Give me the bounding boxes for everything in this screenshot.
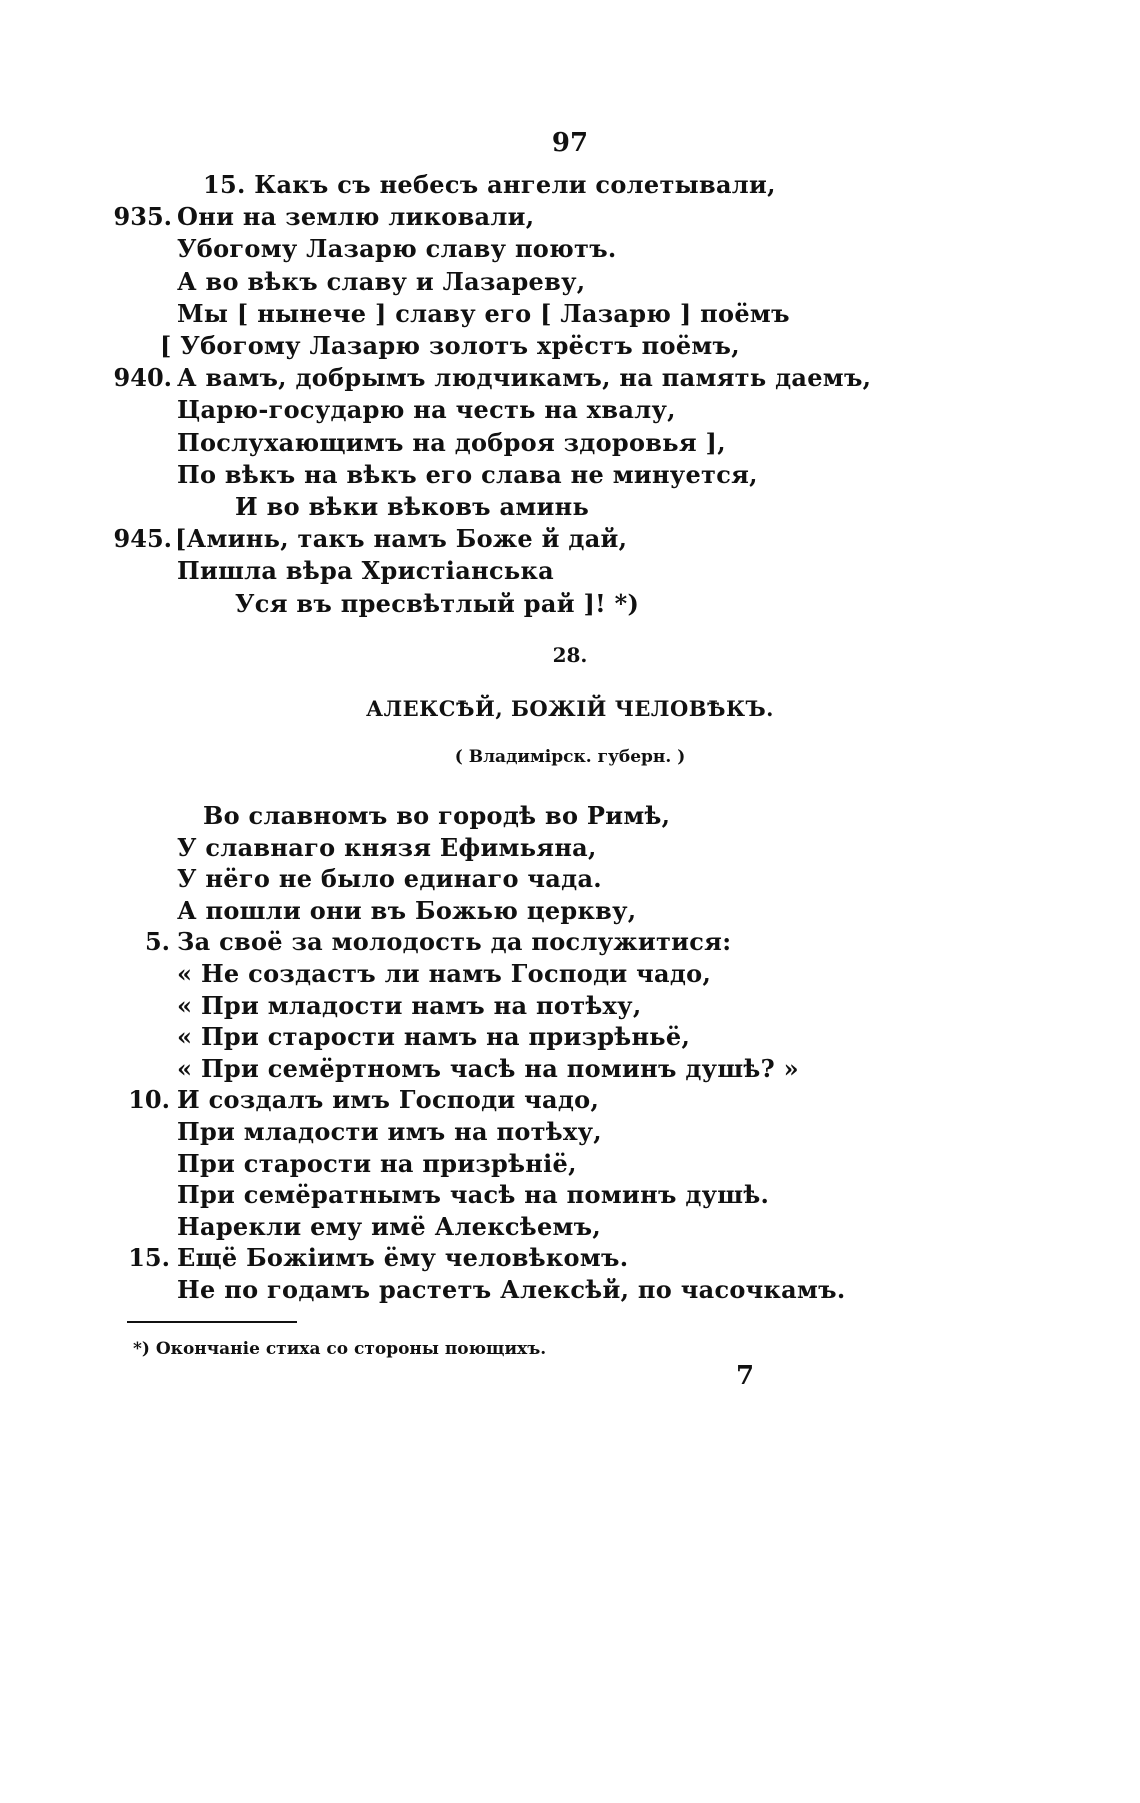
poem-title: АЛЕКСѢЙ, БОЖІЙ ЧЕЛОВѢКЪ. xyxy=(366,696,774,721)
line-number: 5. xyxy=(144,927,170,957)
verse-line: При младости имъ на потѣху, xyxy=(177,1117,602,1146)
verse-line: За своё за молодость да послужитися: xyxy=(177,927,732,957)
footnote: *) Окончаніе стиха со стороны поющихъ. xyxy=(133,1339,547,1359)
line-number: 15. xyxy=(128,1243,170,1273)
verse-line: Мы [ нынече ] славу его [ Лазарю ] поёмъ xyxy=(177,298,790,328)
verse-line: « При старости намъ на призрѣньё, xyxy=(177,1022,691,1052)
poem-subtitle: ( Владимірск. губерн. ) xyxy=(454,747,686,767)
verse-line: Царю-государю на честь на хвалу, xyxy=(177,395,676,425)
verse-line: Убогому Лазарю славу поютъ. xyxy=(177,234,617,264)
verse-line: Послухающимъ на доброя здоровья ], xyxy=(177,427,726,457)
verse-line: У нёго не было единаго чада. xyxy=(177,864,602,894)
verse-line: Во славномъ во городѣ во Римѣ, xyxy=(203,801,671,830)
verse-line: И во вѣки вѣковъ аминь xyxy=(235,492,590,521)
page-number: 97 xyxy=(551,128,589,158)
footnote-rule xyxy=(127,1321,297,1323)
verse-line: Ещё Божіимъ ёму человѣкомъ. xyxy=(177,1243,629,1273)
verse-line: Нарекли ему имё Алексѣемъ, xyxy=(177,1211,602,1241)
line-number: 935. xyxy=(113,202,172,232)
verse-line: При старости на призрѣніё, xyxy=(177,1148,577,1178)
verse-line: А во вѣкъ славу и Лазареву, xyxy=(177,266,586,296)
verse-line: « Не создастъ ли намъ Господи чадо, xyxy=(177,959,712,988)
verse-line: Пишла вѣра Христіанська xyxy=(177,556,554,586)
verse-line: [ Убогому Лазарю золотъ хрёстъ поёмъ, xyxy=(160,331,740,360)
verse-line: А пошли они въ Божью церкву, xyxy=(177,895,637,925)
verse-line: Уся въ пресвѣтлый рай ]! *) xyxy=(235,588,640,618)
signature-mark: 7 xyxy=(736,1361,755,1391)
line-number: 10. xyxy=(128,1085,170,1115)
line-number: 945. xyxy=(113,524,172,554)
verse-line: « При младости намъ на потѣху, xyxy=(177,990,642,1020)
verse-line: « При семёртномъ часѣ на поминъ душѣ? » xyxy=(177,1053,799,1083)
verse-line: 15. Какъ съ небесъ ангели солетывали, xyxy=(203,170,776,199)
verse-line: [Аминь, такъ намъ Боже й дай, xyxy=(175,524,628,554)
verse-line: А вамъ, добрымъ людчикамъ, на память даемъ, xyxy=(177,363,872,393)
poem-number: 28. xyxy=(552,643,588,667)
verse-line: У славнаго князя Ефимьяна, xyxy=(177,832,597,862)
verse-line: Не по годамъ растетъ Алексѣй, по часочкамъ. xyxy=(177,1275,846,1304)
verse-line: При семёратнымъ часѣ на поминъ душѣ. xyxy=(177,1180,770,1210)
verse-line: Они на землю ликовали, xyxy=(177,202,535,232)
verse-line: По вѣкъ на вѣкъ его слава не минуется, xyxy=(177,459,758,489)
verse-line: И создалъ имъ Господи чадо, xyxy=(177,1085,600,1115)
line-number: 940. xyxy=(113,363,172,393)
